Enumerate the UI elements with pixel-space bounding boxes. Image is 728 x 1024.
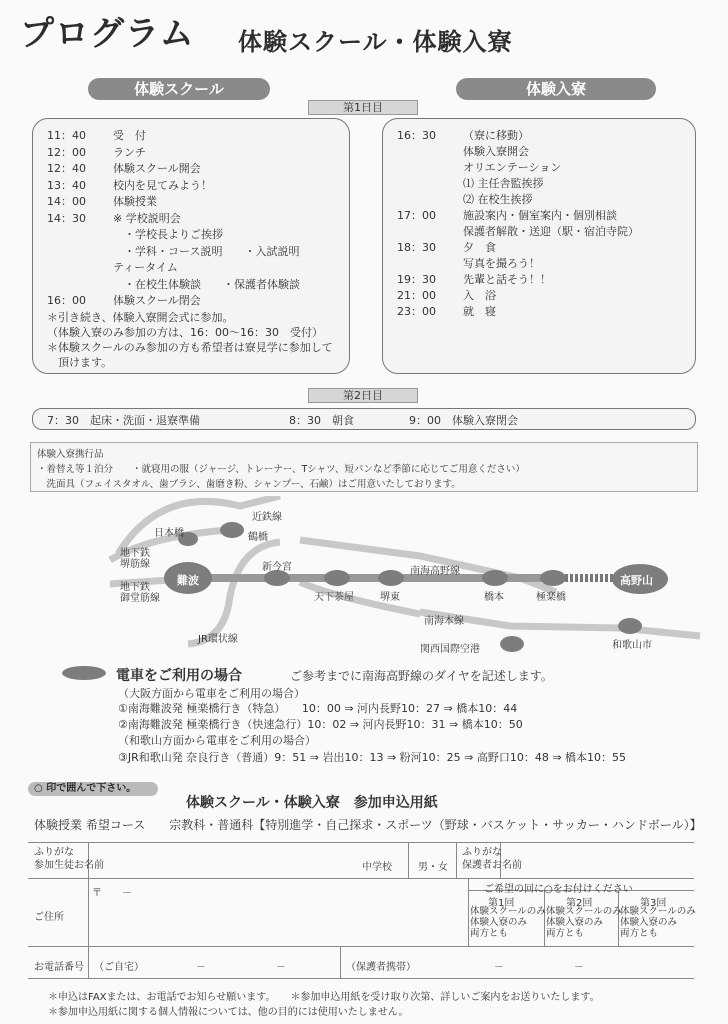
day1.school-time: 16：00	[47, 294, 86, 307]
address-label: ご住所	[34, 912, 64, 923]
belongings-line: ・着替え等１泊分 ・就寝用の服（ジャージ、トレーナー、Tシャツ、短パンなど季節に応じてご用意ください）	[37, 464, 525, 475]
day1.school-time: 13：40	[47, 178, 86, 192]
form-title: 体験スクール・体験入寮 参加申込用紙	[186, 795, 438, 811]
middle-school-label: 中学校	[362, 862, 392, 873]
map-label: 新今宮	[262, 562, 292, 573]
map-label: 関西国際空港	[420, 644, 480, 655]
day1.dorm-text: 施設案内・個室案内・個別相談	[463, 209, 617, 222]
day1.school-text: 体験授業	[113, 195, 157, 208]
train-line: （和歌山方面から電車をご利用の場合）	[118, 734, 316, 747]
day1.school-text: 受 付	[113, 129, 146, 142]
map-label: 南海本線	[424, 616, 464, 627]
session-label: 第1回	[488, 898, 515, 909]
belongings-line: 洗面具（フェイスタオル、歯ブラシ、歯磨き粉、シャンプー、石鹸）はご用意いたしております。	[37, 479, 461, 490]
application-form	[28, 842, 694, 978]
home-phone-label: （ご自宅）	[94, 962, 144, 973]
school-schedule-box	[32, 118, 350, 374]
day1.school-text: ・在校生体験談 ・保護者体験談	[113, 277, 300, 291]
student-name-label: ふりがな 参加生徒お名前	[34, 847, 104, 871]
page-subtitle: 体験スクール・体験入寮	[238, 28, 513, 56]
day1.school-time: 11：40	[47, 129, 86, 142]
mobile-phone-label: （保護者携帯）	[346, 962, 416, 973]
mobile-phone-field[interactable]: － －	[494, 962, 584, 973]
station-kix	[500, 636, 524, 652]
day1.dorm-text: 写真を撮ろう！	[463, 257, 540, 270]
belongings-title: 体験入寮携行品	[37, 449, 104, 460]
day1.dorm-text: 保護者解散・送迎（駅・宿泊寺院）	[463, 225, 639, 238]
day1.school-time: 12：40	[47, 162, 86, 175]
tab-dorm: 体験入寮	[456, 78, 656, 100]
train-marker	[62, 666, 106, 680]
belongings-box	[30, 442, 698, 492]
day1.school-time: 12：00	[47, 145, 86, 159]
map-label: 鶴橋	[248, 532, 268, 543]
train-line: ③JR和歌山発 奈良行き（普通）9：51 ⇒ 岩出10：13 ⇒ 粉河10：25 ⇒ 高野口10：48 ⇒ 橋本10：55	[118, 751, 627, 764]
map-label: 高野山	[620, 574, 653, 587]
school-note: ＊体験スクールのみ参加の方も希望者は寮見学に参加して	[47, 341, 333, 354]
station-tengachaya	[324, 570, 350, 586]
day1.dorm-text: 入 浴	[463, 289, 496, 302]
day1.dorm-text: 先輩と話そう！！	[463, 273, 551, 286]
station-wakayamashi	[618, 618, 642, 634]
map-label: 天下茶屋	[314, 592, 354, 603]
station-hashimoto	[482, 570, 508, 586]
day1.dorm-text: オリエンテーション	[463, 161, 562, 174]
map-label: 日本橋	[154, 528, 184, 539]
course-line: 体験授業 希望コース 宗教科・普通科【特別進学・自己探求・スポーツ（野球・バスケット・サッカー・ハンドボール）】	[34, 818, 702, 832]
day1.dorm-time: 17：00	[397, 209, 436, 222]
day1.dorm-time: 18：30	[397, 241, 436, 254]
form-note: ○ 印で囲んで下さい。	[28, 782, 158, 796]
school-note: （体験入寮のみ参加の方は、16：00〜16：30 受付）	[47, 326, 323, 339]
day1.dorm-text: ⑴ 主任舎監挨拶	[463, 177, 544, 190]
day1.dorm-text: 夕 食	[463, 241, 496, 254]
day1.school-time: 14：30	[47, 211, 86, 225]
day1.school-text: 校内を見てみよう！	[113, 178, 212, 192]
map-label: 難波	[177, 574, 199, 587]
session-options-2[interactable]: 体験スクールのみ 体験入寮のみ 両方とも	[546, 906, 622, 939]
day1.school-time: 14：00	[47, 195, 86, 208]
day1.dorm-time: 21：00	[397, 289, 436, 302]
student-name-field[interactable]	[90, 846, 406, 876]
map-label: 橋本	[484, 592, 504, 603]
day2-label: 第2日目	[308, 388, 418, 403]
guardian-name-label: ふりがな 保護者お名前	[462, 847, 522, 871]
day2-item: 8：30 朝食	[289, 414, 354, 427]
day1.school-text: 体験スクール閉会	[113, 294, 201, 307]
day1.school-text: ・学校長よりご挨拶	[113, 228, 223, 241]
session-options-1[interactable]: 体験スクールのみ 体験入寮のみ 両方とも	[470, 906, 546, 939]
train-line: ①南海難波発 極楽橋行き（特急） 10：00 ⇒ 河内長野10：27 ⇒ 橋本10：44	[118, 702, 518, 715]
day1.dorm-text: 就 寝	[463, 305, 496, 318]
station-tsuruhashi	[220, 522, 244, 538]
map-label: 極楽橋	[536, 592, 566, 603]
day1.dorm-time: 16：30	[397, 129, 436, 142]
day1.dorm-text: （寮に移動）	[463, 129, 529, 142]
day1.school-text: ※ 学校説明会	[113, 211, 181, 225]
day1.school-text: ・学科・コース説明 ・入試説明	[113, 244, 300, 258]
train-line: （大阪方面から電車をご利用の場合）	[118, 687, 305, 700]
session-label: 第3回	[640, 898, 667, 909]
map-label: 地下鉄 堺筋線	[120, 548, 150, 570]
train-subtitle: ご参考までに南海高野線のダイヤを記述します。	[290, 669, 553, 683]
gender-select[interactable]: 男・女	[418, 862, 448, 873]
map-label: 地下鉄 御堂筋線	[120, 582, 160, 604]
dorm-schedule-box	[382, 118, 696, 374]
phone-label: お電話番号	[34, 962, 84, 973]
day1.dorm-text: 体験入寮開会	[463, 145, 529, 158]
day1-label: 第1日目	[308, 100, 418, 115]
station-sakaihigashi	[378, 570, 404, 586]
session-label: 第2回	[566, 898, 593, 909]
home-phone-field[interactable]: － －	[196, 962, 286, 973]
address-field[interactable]	[92, 884, 462, 942]
train-line: ②南海難波発 極楽橋行き（快速急行）10：02 ⇒ 河内長野10：31 ⇒ 橋本10：50	[118, 718, 523, 731]
session-options-3[interactable]: 体験スクールのみ 体験入寮のみ 両方とも	[620, 906, 696, 939]
map-label: 和歌山市	[612, 640, 652, 651]
day2-schedule-bar	[32, 408, 696, 430]
footer-note: ＊参加申込用紙に関する個人情報については、他の目的には使用いたしません。	[48, 1007, 409, 1018]
guardian-name-field[interactable]	[502, 846, 692, 876]
day1.dorm-text: ⑵ 在校生挨拶	[463, 193, 533, 206]
page-title: プログラム	[20, 14, 195, 54]
day1.dorm-time: 23：00	[397, 305, 436, 318]
station-gokurakubashi	[540, 570, 566, 586]
footer-note: ＊申込はFAXまたは、お電話でお知らせ願います。 ＊参加申込用紙を受け取り次第、詳しいご案内をお送りいたします。	[48, 992, 600, 1003]
school-note: 頂けます。	[47, 356, 113, 369]
school-note: ＊引き続き、体験入寮開会式に参加。	[47, 311, 234, 324]
map-label: 近鉄線	[252, 512, 282, 523]
tab-school: 体験スクール	[88, 78, 270, 100]
map-label: JR環状線	[198, 634, 238, 645]
map-label: 南海高野線	[410, 566, 460, 577]
day2-item: 9：00 体験入寮閉会	[409, 414, 518, 427]
day1.school-text: ティータイム	[113, 261, 178, 274]
day1.dorm-time: 19：30	[397, 273, 436, 286]
map-label: 堺東	[380, 592, 400, 603]
session-prompt: ご希望の回に○をお付けください	[484, 884, 633, 895]
day1.school-text: ランチ	[113, 145, 146, 159]
train-title: 電車をご利用の場合	[116, 668, 242, 684]
day2-item: 7：30 起床・洗面・退寮準備	[47, 414, 200, 427]
day1.school-text: 体験スクール開会	[113, 162, 201, 175]
postal-mark: 〒 －	[92, 888, 132, 899]
